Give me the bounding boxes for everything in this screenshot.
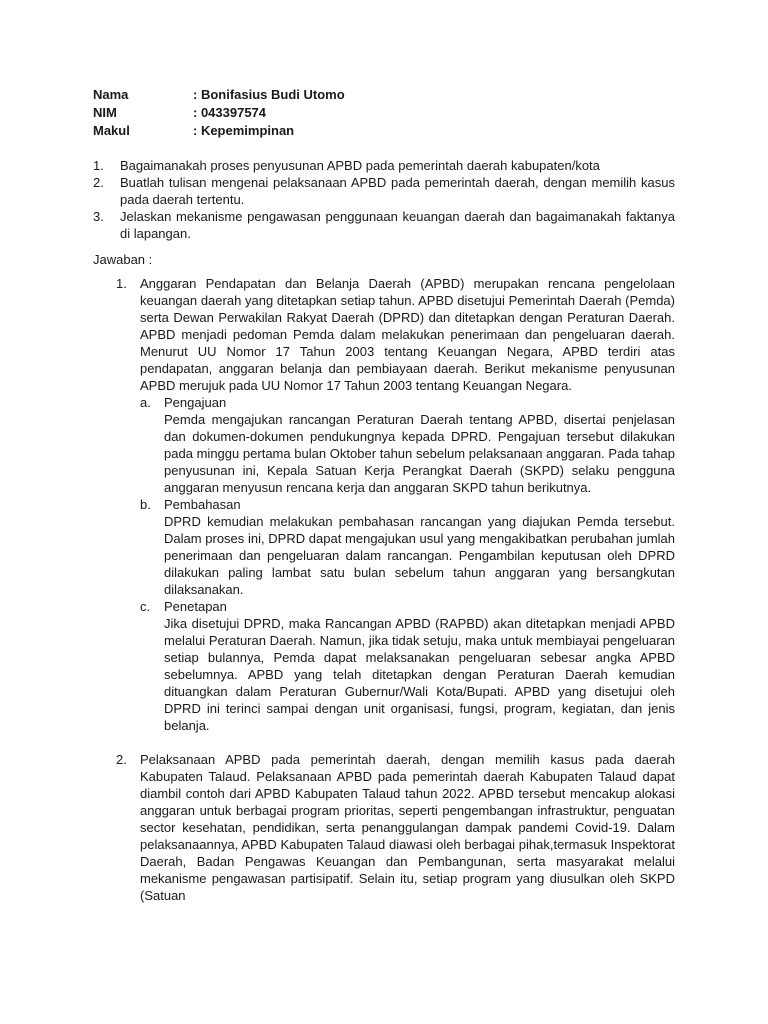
sub-text: DPRD kemudian melakukan pembahasan rancangan yang diajukan Pemda tersebut. Dalam proses ini, DPRD dapat mengajukan usul yang mengakibatkan perubahan jumlah penerimaan dan pengeluaran dalam rancangan. Pengambilan keputusan oleh DPRD dilakukan paling lambat satu bulan sebelum tahun anggaran yang bersangkutan dilaksanakan.	[164, 514, 675, 597]
sub-letter: a.	[140, 395, 151, 410]
sub-item	[140, 496, 675, 598]
sub-title: Pengajuan	[164, 395, 227, 410]
question-text: Buatlah tulisan mengenai pelaksanaan APBD pada pemerintah daerah, dengan memilih kasus pada daerah tertentu.	[120, 175, 675, 207]
sub-body	[164, 496, 675, 598]
question-number: 2.	[93, 175, 104, 190]
answer-item	[116, 275, 675, 734]
question-number: 3.	[93, 209, 104, 224]
answer-paragraph: Pelaksanaan APBD pada pemerintah daerah, dengan memilih kasus pada daerah Kabupaten Talaud. Pelaksanaan APBD pada pemerintah daerah Kabupaten Talaud dapat diambil contoh dari APBD Kabupaten Talaud tahun 2022. APBD tersebut mencakup alokasi anggaran untuk berbagai program prioritas, seperti pengembangan infrastruktur, penguatan sector kesehatan, pendidikan, serta penanggulangan dampak pandemi Covid-19. Dalam pelaksanaannya, APBD Kabupaten Talaud diawasi oleh berbagai pihak,termasuk Inspektorat Daerah, Badan Pengawas Keuangan dan Pembangunan, serta masyarakat melalui mekanisme pengawasan partisipatif. Selain itu, setiap program yang diusulkan oleh SKPD (Satuan	[140, 752, 675, 903]
sub-title: Pembahasan	[164, 497, 241, 512]
info-row-nama	[93, 86, 345, 104]
question-text: Jelaskan mekanisme pengawasan penggunaan keuangan daerah dan bagaimanakah faktanya di lapangan.	[120, 209, 675, 241]
student-info	[93, 86, 345, 140]
answer-body	[140, 275, 675, 734]
question-item	[93, 208, 675, 242]
sub-item	[140, 598, 675, 734]
sub-text: Pemda mengajukan rancangan Peraturan Daerah tentang APBD, disertai penjelasan dan dokumen-dokumen pendukungnya kepada DPRD. Pengajuan tersebut dilakukan pada minggu pertama bulan Oktober tahun sebelum pelaksanaan anggaran. Pada tahap penyusunan ini, Kepala Satuan Kerja Perangkat Daerah (SKPD) selaku pengguna anggaran menyusun rencana kerja dan anggaran SKPD tahun berikutnya.	[164, 412, 675, 495]
answer-number: 2.	[116, 752, 127, 767]
sub-body	[164, 394, 675, 496]
question-list	[93, 157, 675, 242]
info-label: Nama	[93, 87, 129, 102]
info-row-makul	[93, 122, 345, 140]
question-text: Bagaimanakah proses penyusunan APBD pada pemerintah daerah kabupaten/kota	[120, 158, 600, 173]
info-label: Makul	[93, 123, 130, 138]
info-value: : 043397574	[193, 105, 267, 120]
answers-heading: Jawaban :	[93, 252, 153, 267]
sub-item	[140, 394, 675, 496]
sub-title: Penetapan	[164, 599, 227, 614]
info-value: : Bonifasius Budi Utomo	[193, 87, 345, 102]
info-label: NIM	[93, 105, 117, 120]
sub-text: Jika disetujui DPRD, maka Rancangan APBD (RAPBD) akan ditetapkan menjadi APBD melalui Peraturan Daerah. Namun, jika tidak setuju, maka untuk membiayai pengeluaran setiap bulannya, Pemda dapat melaksanakan pengeluaran sebesar angka APBD sebelumnya. APBD yang telah ditetapkan dengan Peraturan Daerah kemudian dituangkan dalam Peraturan Gubernur/Wali Kota/Bupati. APBD yang disetujui oleh DPRD ini terinci sampai dengan unit organisasi, fungsi, program, kegiatan, dan jenis belanja.	[164, 616, 675, 733]
answer-paragraph: Anggaran Pendapatan dan Belanja Daerah (APBD) merupakan rencana pengelolaan keuangan daerah yang ditetapkan setiap tahun. APBD disetujui Pemerintah Daerah (Pemda) serta Dewan Perwakilan Rakyat Daerah (DPRD) dan ditetapkan dengan Peraturan Daerah. APBD menjadi pedoman Pemda dalam melakukan penerimaan dan pengeluaran daerah. Menurut UU Nomor 17 Tahun 2003 tentang Keuangan Negara, APBD terdiri atas pendapatan, anggaran belanja dan pembiayaan daerah. Berikut mekanisme penyusunan APBD merujuk pada UU Nomor 17 Tahun 2003 tentang Keuangan Negara.	[140, 276, 675, 393]
question-item	[93, 174, 675, 208]
info-value: : Kepemimpinan	[193, 123, 295, 138]
sub-letter: c.	[140, 599, 151, 614]
answer-list	[116, 275, 675, 904]
answer-body	[140, 751, 675, 904]
answer-number: 1.	[116, 276, 127, 291]
info-row-nim	[93, 104, 345, 122]
sub-body	[164, 598, 675, 734]
answer-item	[116, 751, 675, 904]
question-number: 1.	[93, 158, 104, 173]
question-item	[93, 157, 675, 174]
sub-letter: b.	[140, 497, 151, 512]
